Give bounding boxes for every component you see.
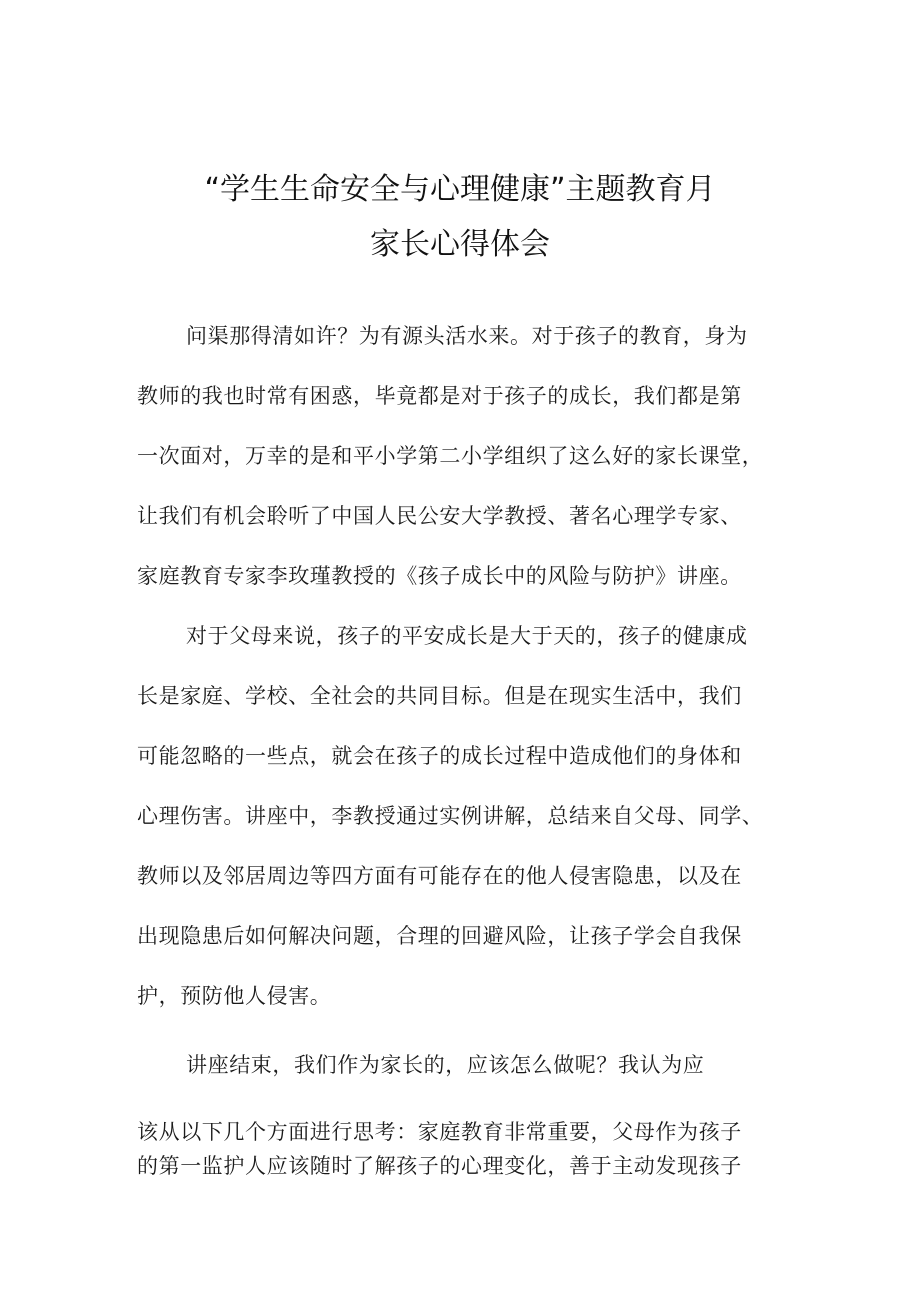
body-text-line: 心理伤害。讲座中，李教授通过实例讲解，总结来自父母、同学、 xyxy=(137,804,764,828)
body-text-line: 教师以及邻居周边等四方面有可能存在的他人侵害隐患，以及在 xyxy=(137,864,742,888)
body-text-line: 一次面对，万幸的是和平小学第二小学组织了这么好的家长课堂， xyxy=(137,444,764,468)
document-title-line-1: “学生生命安全与心理健康”主题教育月 xyxy=(204,172,716,207)
body-text-line: 对于父母来说，孩子的平安成长是大于天的，孩子的健康成 xyxy=(186,624,748,648)
body-text-line: 的第一监护人应该随时了解孩子的心理变化，善于主动发现孩子 xyxy=(137,1154,742,1178)
body-text-line: 可能忽略的一些点，就会在孩子的成长过程中造成他们的身体和 xyxy=(137,744,742,768)
body-text-line: 教师的我也时常有困惑，毕竟都是对于孩子的成长，我们都是第 xyxy=(137,384,742,408)
body-text-line: 长是家庭、学校、全社会的共同目标。但是在现实生活中，我们 xyxy=(137,684,742,708)
body-text-line: 家庭教育专家李玫瑾教授的《孩子成长中的风险与防护》讲座。 xyxy=(137,564,742,588)
document-title-line-2: 家长心得体会 xyxy=(370,227,550,262)
body-text-line: 讲座结束，我们作为家长的，应该怎么做呢？我认为应 xyxy=(186,1053,705,1077)
body-text-line: 让我们有机会聆听了中国人民公安大学教授、著名心理学专家、 xyxy=(137,504,742,528)
body-text-line: 问渠那得清如许？为有源头活水来。对于孩子的教育，身为 xyxy=(186,324,748,348)
body-text-line: 该从以下几个方面进行思考：家庭教育非常重要，父母作为孩子 xyxy=(137,1120,742,1144)
body-text-line: 护，预防他人侵害。 xyxy=(137,984,332,1008)
body-text-line: 出现隐患后如何解决问题，合理的回避风险，让孩子学会自我保 xyxy=(137,924,742,948)
